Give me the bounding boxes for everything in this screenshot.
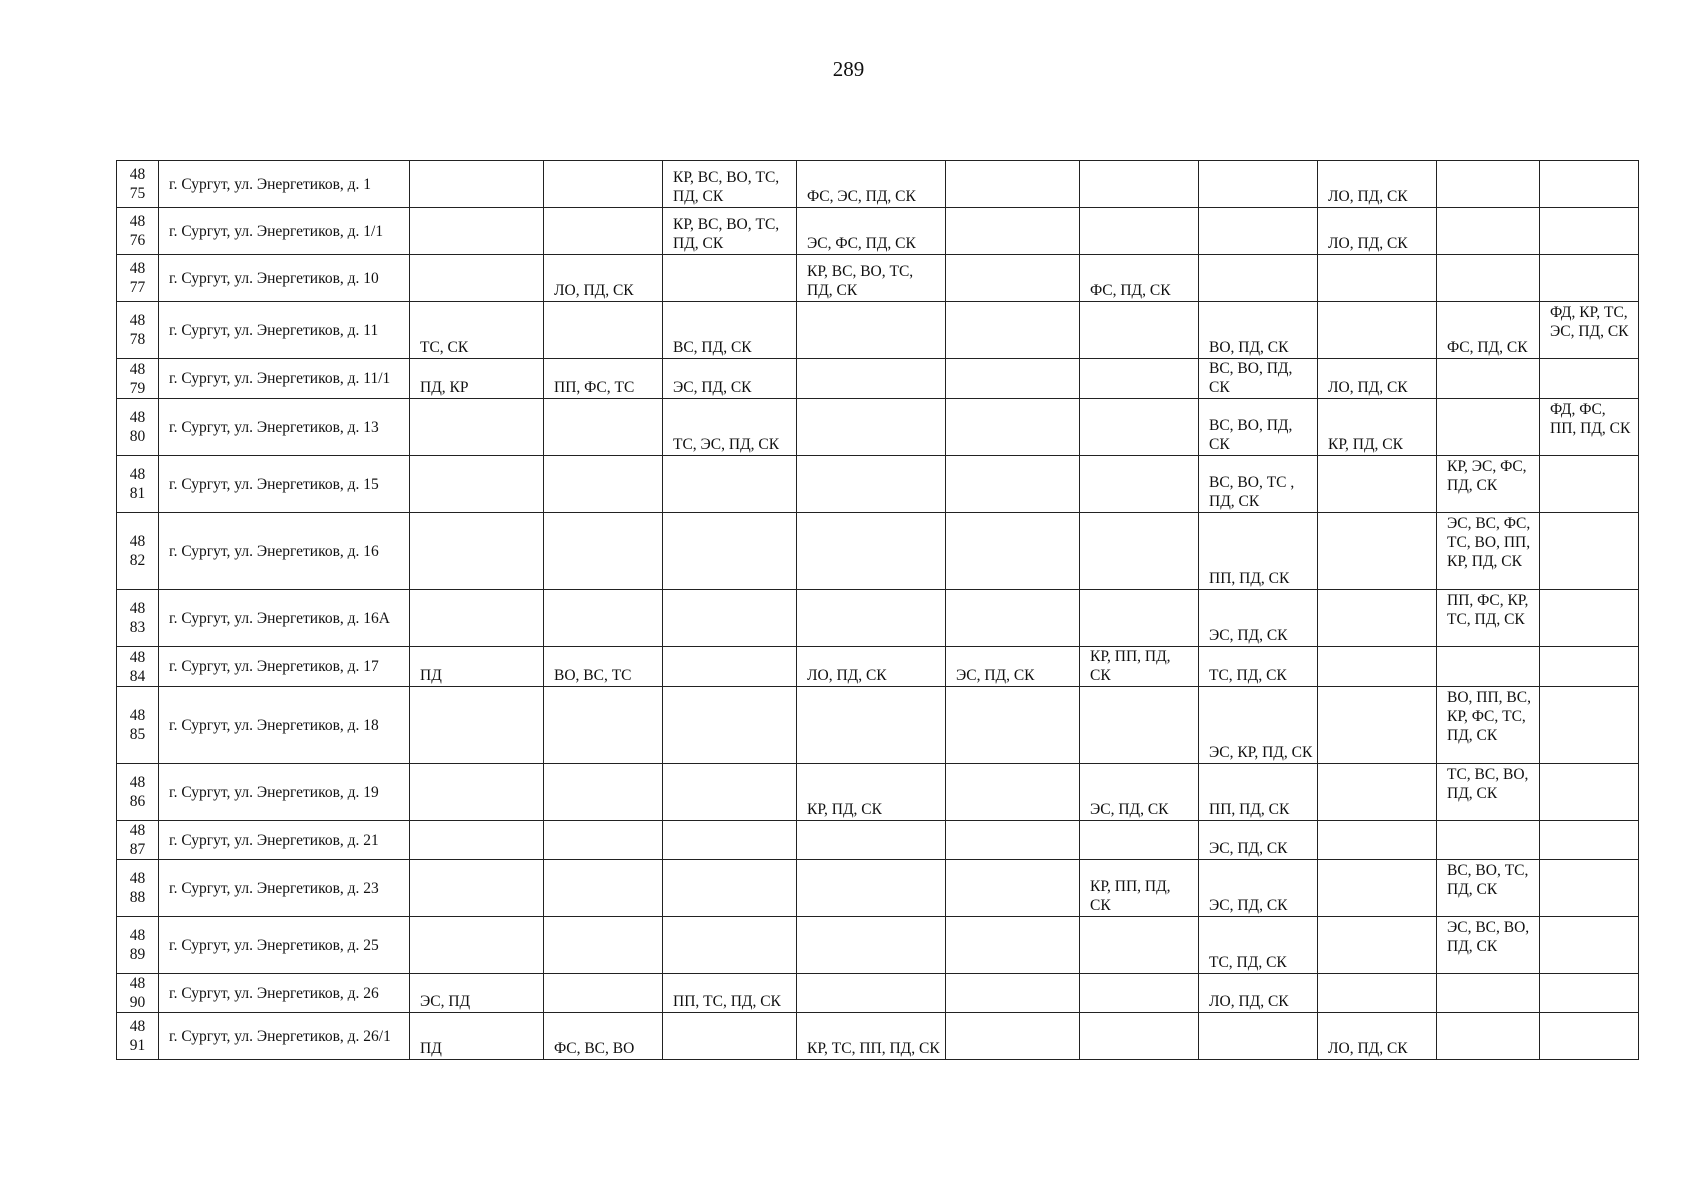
work-type-cell — [544, 590, 663, 647]
row-number-part-1: 48 — [129, 213, 146, 230]
work-type-cell — [797, 821, 946, 860]
work-type-cell — [663, 687, 797, 764]
row-number-part-2: 76 — [129, 232, 146, 249]
work-type-cell: КР, ПП, ПД, СК — [1080, 860, 1199, 917]
work-type-cell — [946, 456, 1080, 513]
row-number-part-2: 87 — [129, 841, 146, 858]
work-type-cell: ФД, ФС, ПП, ПД, СК — [1540, 399, 1639, 456]
row-number-cell — [117, 399, 159, 456]
work-type-cell — [946, 399, 1080, 456]
row-number-cell — [117, 456, 159, 513]
work-type-cell — [1437, 399, 1540, 456]
work-type-cell — [1540, 513, 1639, 590]
work-type-cell — [1199, 1013, 1318, 1060]
work-type-cell — [1318, 974, 1437, 1013]
work-type-cell: ТС, ПД, СК — [1199, 647, 1318, 687]
row-number-part-1: 48 — [129, 312, 146, 329]
work-type-cell: ЛО, ПД, СК — [1199, 974, 1318, 1013]
work-type-cell: ПП, ПД, СК — [1199, 764, 1318, 821]
work-type-cell — [410, 687, 544, 764]
work-type-cell: ЛО, ПД, СК — [544, 255, 663, 302]
work-type-cell — [797, 302, 946, 359]
work-type-cell — [1540, 764, 1639, 821]
table-row — [117, 764, 1639, 821]
row-number-part-1: 48 — [129, 533, 146, 550]
work-type-cell: ЭС, ПД, СК — [663, 359, 797, 399]
work-type-cell — [797, 590, 946, 647]
work-type-cell — [544, 456, 663, 513]
table-row — [117, 974, 1639, 1013]
page-number: 289 — [832, 57, 865, 81]
work-type-cell: КР, ВС, ВО, ТС, ПД, СК — [663, 161, 797, 208]
work-type-cell — [1318, 860, 1437, 917]
work-type-cell — [946, 513, 1080, 590]
row-number-part-2: 88 — [129, 889, 146, 906]
work-type-cell: ФС, ПД, СК — [1080, 255, 1199, 302]
work-type-cell — [410, 860, 544, 917]
work-type-cell — [1318, 821, 1437, 860]
work-type-cell: ПП, ФС, ТС — [544, 359, 663, 399]
table-row — [117, 208, 1639, 255]
address-cell: г. Сургут, ул. Энергетиков, д. 13 — [159, 399, 410, 456]
row-number-part-1: 48 — [129, 600, 146, 617]
row-number-part-1: 48 — [129, 1018, 146, 1035]
row-number-part-2: 82 — [129, 552, 146, 569]
row-number-part-2: 83 — [129, 619, 146, 636]
work-type-cell — [797, 513, 946, 590]
address-cell: г. Сургут, ул. Энергетиков, д. 15 — [159, 456, 410, 513]
row-number-part-1: 48 — [129, 409, 146, 426]
work-type-cell — [1540, 974, 1639, 1013]
table-row — [117, 821, 1639, 860]
work-type-cell — [544, 764, 663, 821]
row-number-part-1: 48 — [129, 975, 146, 992]
work-type-cell — [663, 647, 797, 687]
work-type-cell — [1437, 647, 1540, 687]
work-type-cell — [1199, 161, 1318, 208]
work-type-cell: ТС, ЭС, ПД, СК — [663, 399, 797, 456]
address-cell: г. Сургут, ул. Энергетиков, д. 17 — [159, 647, 410, 687]
work-type-cell: ВС, ВО, ТС , ПД, СК — [1199, 456, 1318, 513]
address-cell: г. Сургут, ул. Энергетиков, д. 16А — [159, 590, 410, 647]
work-type-cell — [1080, 687, 1199, 764]
work-type-cell — [410, 590, 544, 647]
work-type-cell — [544, 687, 663, 764]
work-type-cell: ВС, ВО, ТС, ПД, СК — [1437, 860, 1540, 917]
work-type-cell — [1437, 255, 1540, 302]
table-row — [117, 647, 1639, 687]
work-type-cell — [663, 917, 797, 974]
table-row — [117, 359, 1639, 399]
work-type-cell — [544, 513, 663, 590]
work-type-cell: ФС, ПД, СК — [1437, 302, 1540, 359]
address-cell: г. Сургут, ул. Энергетиков, д. 23 — [159, 860, 410, 917]
work-type-cell: ЭС, ПД, СК — [1199, 590, 1318, 647]
work-type-cell — [1318, 687, 1437, 764]
row-number-cell — [117, 1013, 159, 1060]
row-number-cell — [117, 161, 159, 208]
work-type-cell — [946, 860, 1080, 917]
address-cell: г. Сургут, ул. Энергетиков, д. 21 — [159, 821, 410, 860]
row-number-part-2: 89 — [129, 946, 146, 963]
work-type-cell: ВС, ВО, ПД, СК — [1199, 359, 1318, 399]
work-type-cell — [946, 974, 1080, 1013]
address-cell: г. Сургут, ул. Энергетиков, д. 11/1 — [159, 359, 410, 399]
work-type-cell — [1080, 917, 1199, 974]
work-type-cell: ПП, ТС, ПД, СК — [663, 974, 797, 1013]
row-number-cell — [117, 208, 159, 255]
work-type-cell — [544, 821, 663, 860]
work-type-cell — [663, 255, 797, 302]
work-type-cell — [544, 208, 663, 255]
row-number-cell — [117, 917, 159, 974]
work-type-cell — [544, 974, 663, 1013]
row-number-cell — [117, 974, 159, 1013]
table-row — [117, 860, 1639, 917]
work-type-cell — [797, 359, 946, 399]
work-type-cell: ЭС, ПД, СК — [1199, 860, 1318, 917]
work-type-cell — [1437, 974, 1540, 1013]
work-type-cell: КР, ВС, ВО, ТС, ПД, СК — [797, 255, 946, 302]
work-type-cell: ЛО, ПД, СК — [1318, 208, 1437, 255]
work-type-cell — [1080, 590, 1199, 647]
work-type-cell — [544, 860, 663, 917]
buildings-table — [116, 160, 1639, 1060]
address-cell: г. Сургут, ул. Энергетиков, д. 25 — [159, 917, 410, 974]
work-type-cell — [797, 456, 946, 513]
work-type-cell: ЭС, ПД — [410, 974, 544, 1013]
work-type-cell — [946, 764, 1080, 821]
work-type-cell: ВО, ВС, ТС — [544, 647, 663, 687]
row-number-part-2: 91 — [129, 1037, 146, 1054]
work-type-cell — [1318, 917, 1437, 974]
work-type-cell — [544, 399, 663, 456]
work-type-cell — [946, 687, 1080, 764]
work-type-cell: КР, ЭС, ФС, ПД, СК — [1437, 456, 1540, 513]
work-type-cell — [946, 359, 1080, 399]
work-type-cell: ЭС, ПД, СК — [1080, 764, 1199, 821]
row-number-part-1: 48 — [129, 648, 146, 666]
work-type-cell — [946, 208, 1080, 255]
row-number-part-1: 48 — [129, 166, 146, 183]
work-type-cell: ПД, КР — [410, 359, 544, 399]
row-number-cell — [117, 359, 159, 399]
work-type-cell — [1080, 399, 1199, 456]
row-number-cell — [117, 647, 159, 687]
work-type-cell — [1540, 647, 1639, 687]
work-type-cell: ПП, ПД, СК — [1199, 513, 1318, 590]
work-type-cell — [1318, 647, 1437, 687]
work-type-cell: ФС, ВС, ВО — [544, 1013, 663, 1060]
work-type-cell: ЭС, КР, ПД, СК — [1199, 687, 1318, 764]
work-type-cell: ТС, СК — [410, 302, 544, 359]
work-type-cell — [1540, 687, 1639, 764]
work-type-cell — [1080, 456, 1199, 513]
row-number-part-1: 48 — [129, 822, 146, 839]
work-type-cell — [1437, 821, 1540, 860]
work-type-cell — [1540, 821, 1639, 860]
work-type-cell: КР, ВС, ВО, ТС, ПД, СК — [663, 208, 797, 255]
work-type-cell — [1437, 1013, 1540, 1060]
work-type-cell — [1437, 161, 1540, 208]
work-type-cell: КР, ПД, СК — [1318, 399, 1437, 456]
work-type-cell: КР, ПП, ПД, СК — [1080, 647, 1199, 687]
work-type-cell — [410, 917, 544, 974]
work-type-cell — [1540, 161, 1639, 208]
table-row — [117, 255, 1639, 302]
address-cell: г. Сургут, ул. Энергетиков, д. 1 — [159, 161, 410, 208]
work-type-cell — [1540, 456, 1639, 513]
row-number-part-2: 75 — [129, 185, 146, 202]
table-row — [117, 1013, 1639, 1060]
work-type-cell — [410, 399, 544, 456]
row-number-cell — [117, 687, 159, 764]
row-number-part-2: 78 — [129, 331, 146, 348]
work-type-cell — [544, 161, 663, 208]
work-type-cell — [410, 208, 544, 255]
address-cell: г. Сургут, ул. Энергетиков, д. 10 — [159, 255, 410, 302]
work-type-cell — [946, 255, 1080, 302]
work-type-cell — [946, 302, 1080, 359]
work-type-cell — [1318, 764, 1437, 821]
work-type-cell — [946, 590, 1080, 647]
row-number-part-1: 48 — [129, 707, 146, 724]
work-type-cell — [1080, 1013, 1199, 1060]
work-type-cell: ФС, ЭС, ПД, СК — [797, 161, 946, 208]
work-type-cell: ЭС, ВС, ВО, ПД, СК — [1437, 917, 1540, 974]
work-type-cell — [1318, 255, 1437, 302]
work-type-cell: ЭС, ФС, ПД, СК — [797, 208, 946, 255]
work-type-cell: ПД — [410, 647, 544, 687]
work-type-cell: ЛО, ПД, СК — [797, 647, 946, 687]
work-type-cell — [1080, 302, 1199, 359]
work-type-cell — [663, 764, 797, 821]
row-number-part-1: 48 — [129, 870, 146, 887]
work-type-cell — [946, 161, 1080, 208]
row-number-cell — [117, 513, 159, 590]
work-type-cell: КР, ТС, ПП, ПД, СК — [797, 1013, 946, 1060]
table-row — [117, 513, 1639, 590]
work-type-cell — [410, 255, 544, 302]
work-type-cell — [1540, 255, 1639, 302]
work-type-cell — [1318, 513, 1437, 590]
row-number-part-2: 84 — [129, 667, 146, 685]
work-type-cell — [1080, 161, 1199, 208]
table-row — [117, 302, 1639, 359]
table-row — [117, 161, 1639, 208]
work-type-cell — [663, 590, 797, 647]
work-type-cell — [410, 821, 544, 860]
work-type-cell — [797, 917, 946, 974]
work-type-cell: ФД, КР, ТС, ЭС, ПД, СК — [1540, 302, 1639, 359]
work-type-cell — [946, 917, 1080, 974]
work-type-cell: ЛО, ПД, СК — [1318, 161, 1437, 208]
address-cell: г. Сургут, ул. Энергетиков, д. 26 — [159, 974, 410, 1013]
work-type-cell — [410, 161, 544, 208]
row-number-part-2: 80 — [129, 428, 146, 445]
work-type-cell — [1437, 359, 1540, 399]
row-number-cell — [117, 860, 159, 917]
row-number-part-2: 85 — [129, 726, 146, 743]
work-type-cell: ВС, ПД, СК — [663, 302, 797, 359]
work-type-cell: ЛО, ПД, СК — [1318, 359, 1437, 399]
work-type-cell — [797, 687, 946, 764]
work-type-cell — [663, 456, 797, 513]
work-type-cell — [663, 513, 797, 590]
work-type-cell: ВС, ВО, ПД, СК — [1199, 399, 1318, 456]
work-type-cell: ВО, ПП, ВС, КР, ФС, ТС, ПД, СК — [1437, 687, 1540, 764]
work-type-cell — [1540, 590, 1639, 647]
row-number-cell — [117, 302, 159, 359]
work-type-cell: ЭС, ВС, ФС, ТС, ВО, ПП, КР, ПД, СК — [1437, 513, 1540, 590]
work-type-cell — [410, 764, 544, 821]
row-number-part-1: 48 — [129, 774, 146, 791]
table-body — [117, 161, 1639, 1060]
row-number-cell — [117, 821, 159, 860]
work-type-cell: ЭС, ПД, СК — [1199, 821, 1318, 860]
work-type-cell — [1540, 1013, 1639, 1060]
work-type-cell: КР, ПД, СК — [797, 764, 946, 821]
work-type-cell — [1318, 302, 1437, 359]
row-number-part-2: 81 — [129, 485, 146, 502]
work-type-cell — [1318, 590, 1437, 647]
work-type-cell — [1540, 208, 1639, 255]
work-type-cell — [1080, 974, 1199, 1013]
work-type-cell — [410, 456, 544, 513]
work-type-cell: ТС, ВС, ВО, ПД, СК — [1437, 764, 1540, 821]
work-type-cell — [1437, 208, 1540, 255]
row-number-part-1: 48 — [129, 260, 146, 277]
work-type-cell — [544, 302, 663, 359]
work-type-cell — [663, 1013, 797, 1060]
work-type-cell: ВО, ПД, СК — [1199, 302, 1318, 359]
work-type-cell — [1080, 208, 1199, 255]
table-row — [117, 590, 1639, 647]
work-type-cell — [663, 821, 797, 860]
row-number-part-2: 86 — [129, 793, 146, 810]
work-type-cell — [946, 821, 1080, 860]
row-number-part-2: 77 — [129, 279, 146, 296]
work-type-cell — [1540, 917, 1639, 974]
row-number-cell — [117, 590, 159, 647]
row-number-part-2: 90 — [129, 994, 146, 1011]
address-cell: г. Сургут, ул. Энергетиков, д. 26/1 — [159, 1013, 410, 1060]
work-type-cell: ЭС, ПД, СК — [946, 647, 1080, 687]
address-cell: г. Сургут, ул. Энергетиков, д. 19 — [159, 764, 410, 821]
row-number-cell — [117, 764, 159, 821]
work-type-cell — [797, 974, 946, 1013]
work-type-cell — [1540, 860, 1639, 917]
row-number-part-1: 48 — [129, 466, 146, 483]
work-type-cell — [797, 860, 946, 917]
work-type-cell — [1318, 456, 1437, 513]
row-number-part-1: 48 — [129, 927, 146, 944]
work-type-cell — [946, 1013, 1080, 1060]
table-row — [117, 456, 1639, 513]
work-type-cell — [1199, 208, 1318, 255]
work-type-cell — [410, 513, 544, 590]
work-type-cell — [1540, 359, 1639, 399]
work-type-cell — [1080, 821, 1199, 860]
table-row — [117, 917, 1639, 974]
work-type-cell: ПП, ФС, КР, ТС, ПД, СК — [1437, 590, 1540, 647]
table-row — [117, 687, 1639, 764]
work-type-cell — [1080, 513, 1199, 590]
work-type-cell: ЛО, ПД, СК — [1318, 1013, 1437, 1060]
address-cell: г. Сургут, ул. Энергетиков, д. 1/1 — [159, 208, 410, 255]
work-type-cell: ПД — [410, 1013, 544, 1060]
work-type-cell — [663, 860, 797, 917]
row-number-cell — [117, 255, 159, 302]
work-type-cell — [544, 917, 663, 974]
row-number-part-1: 48 — [129, 360, 146, 378]
address-cell: г. Сургут, ул. Энергетиков, д. 18 — [159, 687, 410, 764]
work-type-cell — [797, 399, 946, 456]
work-type-cell — [1080, 359, 1199, 399]
table-row — [117, 399, 1639, 456]
work-type-cell: ТС, ПД, СК — [1199, 917, 1318, 974]
row-number-part-2: 79 — [129, 379, 146, 397]
work-type-cell — [1199, 255, 1318, 302]
address-cell: г. Сургут, ул. Энергетиков, д. 11 — [159, 302, 410, 359]
address-cell: г. Сургут, ул. Энергетиков, д. 16 — [159, 513, 410, 590]
